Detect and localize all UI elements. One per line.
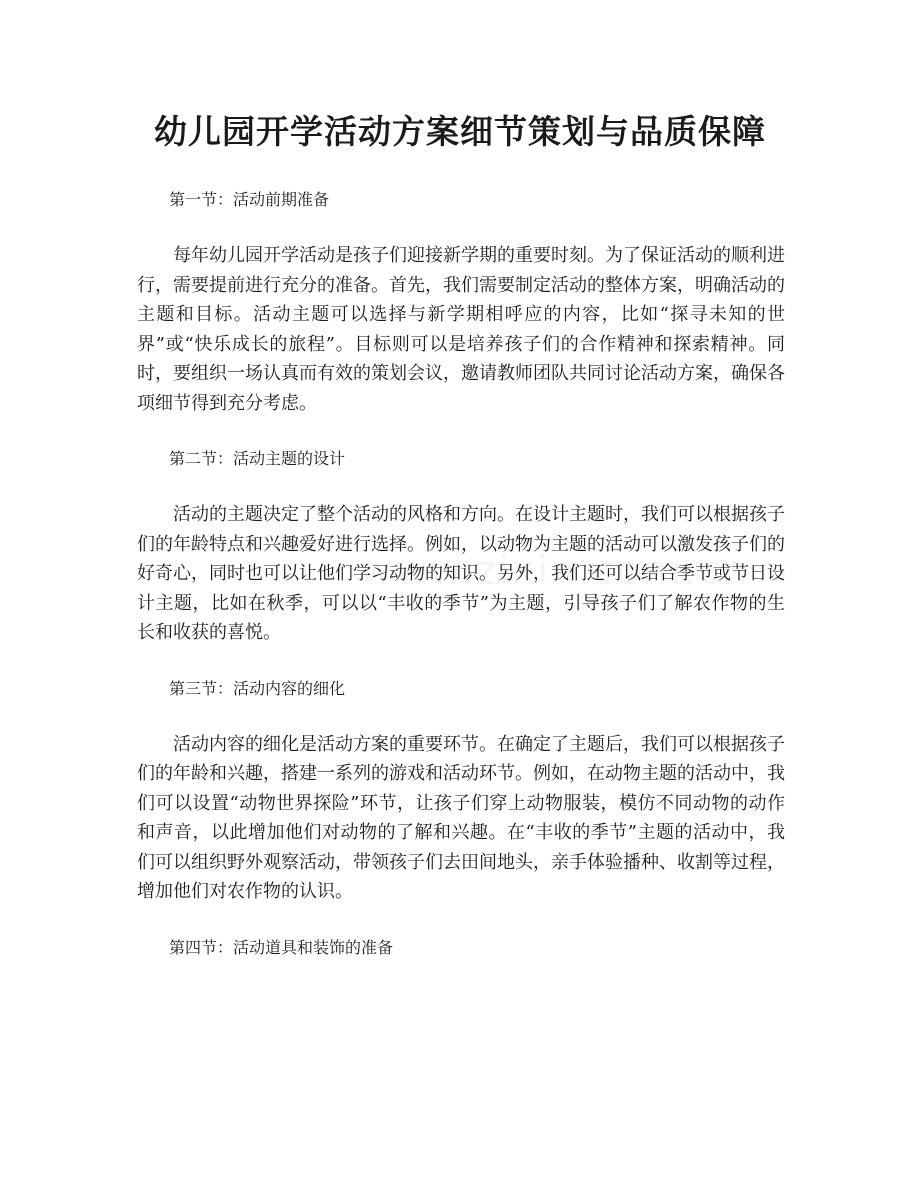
document-title: 幼儿园开学活动方案细节策划与品质保障 xyxy=(154,112,766,151)
section-heading-4: 第四节：活动道具和装饰的准备 xyxy=(169,937,394,957)
section-paragraph-1: 每年幼儿园开学活动是孩子们迎接新学期的重要时刻。为了保证活动的顺利进行，需要提前进行充分的准备。首先，我们需要制定活动的整体方案，明确活动的主题和目标。活动主题可以选择与新学期相呼应的内容，比如“探寻未知的世界”或“快乐成长的旅程”。目标则可以是培养孩子们的合作精神和探索精神。同时，要组织一场认真而有效的策划会议，邀请教师团队共同讨论活动方案，确保各项细节得到充分考虑。 xyxy=(137,245,785,414)
section-paragraph-3: 活动内容的细化是活动方案的重要环节。在确定了主题后，我们可以根据孩子们的年龄和兴趣，搭建一系列的游戏和活动环节。例如，在动物主题的活动中，我们可以设置“动物世界探险”环节，让孩子们穿上动物服装，模仿不同动物的动作和声音，以此增加他们对动物的了解和兴趣。在“丰收的季节”主题的活动中，我们可以组织野外观察活动，带领孩子们去田间地头，亲手体验播种、收割等过程，增加他们对农作物的认识。 xyxy=(137,733,785,902)
document-body xyxy=(137,182,785,966)
section-heading-3: 第三节：活动内容的细化 xyxy=(169,678,346,698)
section-paragraph-2: 活动的主题决定了整个活动的风格和方向。在设计主题时，我们可以根据孩子们的年龄特点和兴趣爱好进行选择。例如，以动物为主题的活动可以激发孩子们的好奇心，同时也可以让他们学习动物的知识。另外，我们还可以结合季节或节日设计主题，比如在秋季，可以以“丰收的季节”为主题，引导孩子们了解农作物的生长和收获的喜悦。 xyxy=(137,504,785,643)
section-heading-1: 第一节：活动前期准备 xyxy=(169,190,330,209)
section-heading-2: 第二节：活动主题的设计 xyxy=(169,449,346,468)
